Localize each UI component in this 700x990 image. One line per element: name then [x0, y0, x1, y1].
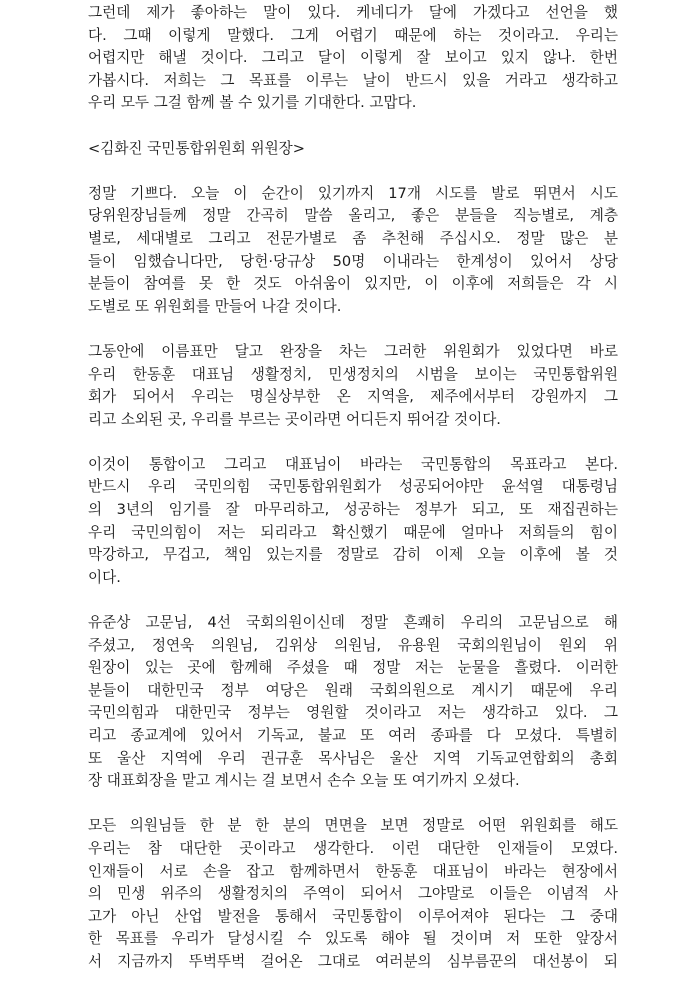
text-line: 우리는 참 대단한 곳이라고 생각한다. 이런 대단한 인재들이 모였다. [88, 839, 618, 857]
text-line: 인재들이 서로 손을 잡고 함께하면서 한동훈 대표님이 바라는 현장에서 [88, 862, 618, 880]
text-line: 이것이 통합이고 그리고 대표님이 바라는 국민통합의 목표라고 본다. [88, 455, 618, 473]
text-line: 들이 임했습니다만, 당헌·당규상 50명 이내라는 한계성이 있어서 상당 [88, 252, 618, 270]
text-line: 당위원장님들께 정말 간곡히 말씀 올리고, 좋은 분들을 직능별로, 계층 [88, 207, 618, 225]
text-line: 한 목표를 우리가 달성시킬 수 있도록 해야 될 것이며 저 또한 앞장서 [88, 930, 618, 948]
text-line: 유준상 고문님, 4선 국회의원이신데 정말 흔쾌히 우리의 고문님으로 해 [88, 614, 618, 632]
text-line: 원장이 있는 곳에 함께해 주셨을 때 정말 저는 눈물을 흘렸다. 이러한 [88, 659, 618, 677]
text-line: 우리 모두 그걸 함께 볼 수 있기를 기대한다. 고맙다. [88, 94, 417, 112]
document-body [88, 2, 618, 974]
paragraph-closing-remarks [88, 2, 618, 115]
text-line: 반드시 우리 국민의힘 국민통합위원회가 성공되어야만 윤석열 대통령님 [88, 478, 618, 496]
paragraph-gap [88, 115, 618, 138]
paragraph-gap [88, 589, 618, 612]
paragraph-gap [88, 793, 618, 816]
speaker-name: <김화진 국민통합위원회 위원장> [88, 139, 306, 157]
text-line: 고가 아닌 산업 발전을 통해서 국민통합이 이루어져야 된다는 그 중대 [88, 907, 618, 925]
paragraph-gap [88, 431, 618, 454]
text-line: 분들이 참여를 못 한 것도 아쉬움이 있지만, 이 이후에 저희들은 각 시 [88, 275, 618, 293]
text-line: 어렵지만 해낼 것이다. 그리고 달이 이렇게 잘 보이고 있지 않나. 한번 [88, 49, 618, 67]
text-line: 우리 한동훈 대표님 생활정치, 민생정치의 시범을 보이는 국민통합위원 [88, 365, 618, 383]
text-line: 그런데 제가 좋아하는 말이 있다. 케네디가 달에 가겠다고 선언을 했 [88, 4, 618, 21]
paragraph [88, 341, 618, 431]
text-line: 모든 의원님들 한 분 한 분의 면면을 보면 정말로 어떤 위원회를 해도 [88, 817, 618, 835]
text-line: 리고 소외된 곳, 우리를 부르는 곳이라면 어디든지 뛰어갈 것이다. [88, 410, 501, 428]
text-line: 가봅시다. 저희는 그 목표를 이루는 날이 반드시 있을 거라고 생각하고 [88, 71, 618, 89]
text-line: 별로, 세대별로 그리고 전문가별로 좀 추천해 주십시오. 정말 많은 분 [88, 229, 618, 247]
text-line: 정말 기쁘다. 오늘 이 순간이 있기까지 17개 시도를 발로 뛰면서 시도 [88, 184, 618, 202]
text-line: 장 대표회장을 맡고 계시는 걸 보면서 손수 오늘 또 여기까지 오셨다. [88, 772, 520, 790]
speaker-heading [88, 138, 618, 161]
text-line: 또 울산 지역에 우리 권규훈 목사님은 울산 지역 기독교연합회의 총회 [88, 749, 618, 767]
paragraph [88, 454, 618, 590]
text-line: 우리 국민의힘이 저는 되리라고 확신했기 때문에 얼마나 저희들의 힘이 [88, 523, 618, 541]
text-line: 막강하고, 무겁고, 책임 있는지를 정말로 감히 이제 오늘 이후에 볼 것 [88, 546, 618, 564]
text-line: 서 지금까지 뚜벅뚜벅 걸어온 그대로 여러분의 심부름꾼의 대선봉이 되 [88, 952, 618, 970]
paragraph [88, 183, 618, 319]
text-line: 의 3년의 임기를 잘 마무리하고, 성공하는 정부가 되고, 또 재집권하는 [88, 501, 618, 519]
paragraph-gap [88, 160, 618, 183]
text-line: 분들이 대한민국 정부 여당은 원래 국회의원으로 계시기 때문에 우리 [88, 681, 618, 699]
text-line: 리고 종교계에 있어서 기독교, 불교 또 여러 종파를 다 모셨다. 특별히 [88, 727, 618, 744]
text-line: 회가 되어서 우리는 명실상부한 온 지역을, 제주에서부터 강원까지 그 [88, 388, 618, 406]
paragraph-gap [88, 318, 618, 341]
paragraph [88, 815, 618, 973]
text-line: 의 민생 위주의 생활정치의 주역이 되어서 그야말로 이들은 이념적 사 [88, 885, 618, 903]
text-line: 국민의힘과 대한민국 정부는 영원할 것이라고 저는 생각하고 있다. 그 [88, 704, 618, 722]
text-line: 도별로 또 위원회를 만들어 나갈 것이다. [88, 297, 342, 315]
text-line: 그동안에 이름표만 달고 완장을 차는 그러한 위원회가 있었다면 바로 [88, 342, 618, 360]
text-line: 주셨고, 정연욱 의원님, 김위상 의원님, 유용원 국회의원님이 원외 위 [88, 636, 618, 654]
text-line: 이다. [88, 568, 121, 586]
text-line: 다. 그때 이렇게 말했다. 그게 어렵기 때문에 하는 것이라고. 우리는 [88, 26, 618, 44]
paragraph [88, 612, 618, 793]
